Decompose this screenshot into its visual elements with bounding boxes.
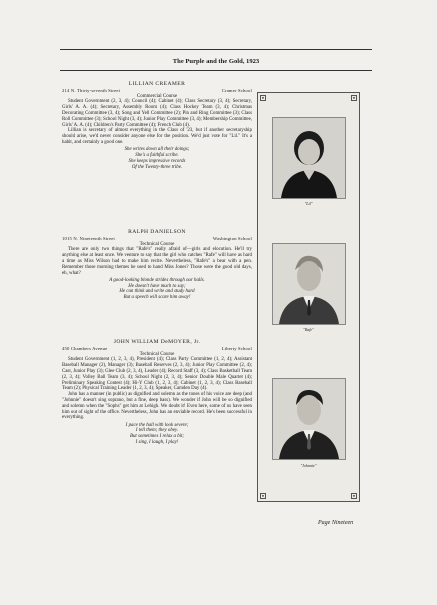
portrait-photo-lillian (272, 117, 346, 199)
poem-line: Of the Twenty-three tribe. (131, 164, 183, 170)
student-address: 214 N. Thirty-seventh Street (62, 87, 121, 93)
corner-ornament-icon: ❖ (352, 494, 356, 498)
student-course: Technical Course (139, 351, 175, 357)
poem-line: But sometimes I relax a bit; (129, 434, 184, 440)
student-school: Liberty School (221, 345, 252, 351)
header-rule-top (60, 49, 372, 50)
student-course: Commercial Course (136, 93, 178, 99)
portrait-photo-ralph (272, 243, 346, 325)
poem-line: She keeps impressive records (128, 158, 186, 164)
student-name: RALPH DANIELSON (128, 229, 186, 235)
student-address: 450 Chambers Avenue (62, 345, 108, 351)
poem-line: I pace the hall with look severe; (125, 422, 189, 428)
portrait-caption: "Rafe" (303, 327, 314, 332)
corner-ornament-icon: ❖ (261, 494, 265, 498)
poem-line: A good-looking blonde strides through our halls. (109, 277, 205, 283)
portrait-image (273, 379, 345, 459)
poem-line: He doesn't have much to say; (128, 283, 186, 289)
poem-line: I tell them; they obey. (135, 428, 179, 434)
student-name: LILLIAN CREAMER (128, 81, 186, 87)
portrait-image (273, 244, 345, 324)
student-course: Technical Course (139, 241, 175, 247)
student-description: Lillian is secretary of almost everything in the Class of '23, but if another secretaryship should arise, we'd never consider anyone else for the position. We'd just vote for "Lil." It's a habit, and certainly a good one. (62, 128, 252, 145)
student-description: John has a manner (in public) as dignified and solemn as the tones of his voice are deep (and "Johnnie" doesn't sing soprano, but a fine, deep bass). We wonder if John will be so dignified and solemn when the "Sophs" get him at Lehigh. We doubt it! Even here, some of us have seen him out of sight of the office. Nevertheless, John has an enviable record. He's been successful in everything. (62, 392, 252, 421)
student-address: 1015 N. Nineteenth Street (62, 235, 115, 241)
student-poem (62, 423, 252, 446)
student-school: Cramer School (221, 87, 252, 93)
portrait-photo-john (272, 378, 346, 460)
corner-ornament-icon: ❖ (261, 96, 265, 100)
poem-line: She's a faithful scribe. (135, 153, 179, 159)
student-school: Washington School (212, 235, 252, 241)
student-entry-lillian (62, 82, 252, 170)
student-poem (62, 147, 252, 170)
poem-line: He can think and write and study hard (119, 289, 195, 295)
poem-line: She writes down all their doings; (124, 147, 190, 153)
student-description: There are only two things that "Rafe's" really afraid of—girls and elocution. He'll try anything else at least once. We venture to say that the girl who catches "Rafe" will have as hard a time as Miss Wilson had to make him recite. Nevertheless, "Rafe's" a bear with a pen. Remember those morning themes he used to hand Miss Jones? Those were the good old days, eh, what? (62, 247, 252, 276)
student-activities: Student Government (2, 3, 4); Council (4); Cabinet (4); Class Secretary (3, 4); Secretary, Girls' A. A. (4); Secretary, Assembly Room (4); Class Hockey Team (3, 4); Christmas Decorating Committee (3, 4); Song and Yell Committee (2); Pin and Ring Committee (3); Class Roll Committee (3); School Night (3, 4); Junior Play Committee (3, 4); Membership Committee, Girls' A. A. (4); Children's Party Committee (4); French Club (4). (62, 99, 252, 128)
page-header-title: The Purple and the Gold, 1923 (172, 58, 260, 65)
poem-line: I sing, I laugh, I play! (135, 440, 179, 446)
student-entry-john (62, 340, 252, 446)
portrait-image (273, 118, 345, 198)
student-poem (62, 278, 252, 301)
corner-ornament-icon: ❖ (352, 96, 356, 100)
photo-panel (257, 92, 360, 502)
poem-line: But a speech will scare him away! (123, 295, 191, 301)
student-entry-ralph (62, 230, 252, 301)
student-name: JOHN WILLIAM DeMOYER, Jr. (113, 339, 201, 345)
student-activities: Student Government (1, 2, 3, 4), President (4); Class Party Committee (1, 2, 4); Assistant Baseball Manager (2), Manager (3); Baseball Reserves (2, 3, 4); Junior Play Committee (2, 4); Cast, Junior Play (3); Glee Club (2, 3, 4), Leader (4); Record Staff (3, 4); Class Basketball Team (2, 3, 4); Volley Ball Team (3, 4); School Night (2, 3, 4); Senior Double Male Quartet (4); Preliminary Speaking Contest (4); Hi-Y Club (1, 2, 3, 4); Cabinet (1, 2, 3, 4); Class Baseball Team (2); Physical Training Leader (1, 2, 3, 4); Speaker, Camden Day (4). (62, 357, 252, 392)
portrait-caption: "Johnnie" (300, 463, 317, 468)
portrait-caption: "Lil" (304, 201, 313, 206)
header-rule-bottom (60, 70, 372, 71)
page-number: Page Nineteen (318, 520, 354, 526)
